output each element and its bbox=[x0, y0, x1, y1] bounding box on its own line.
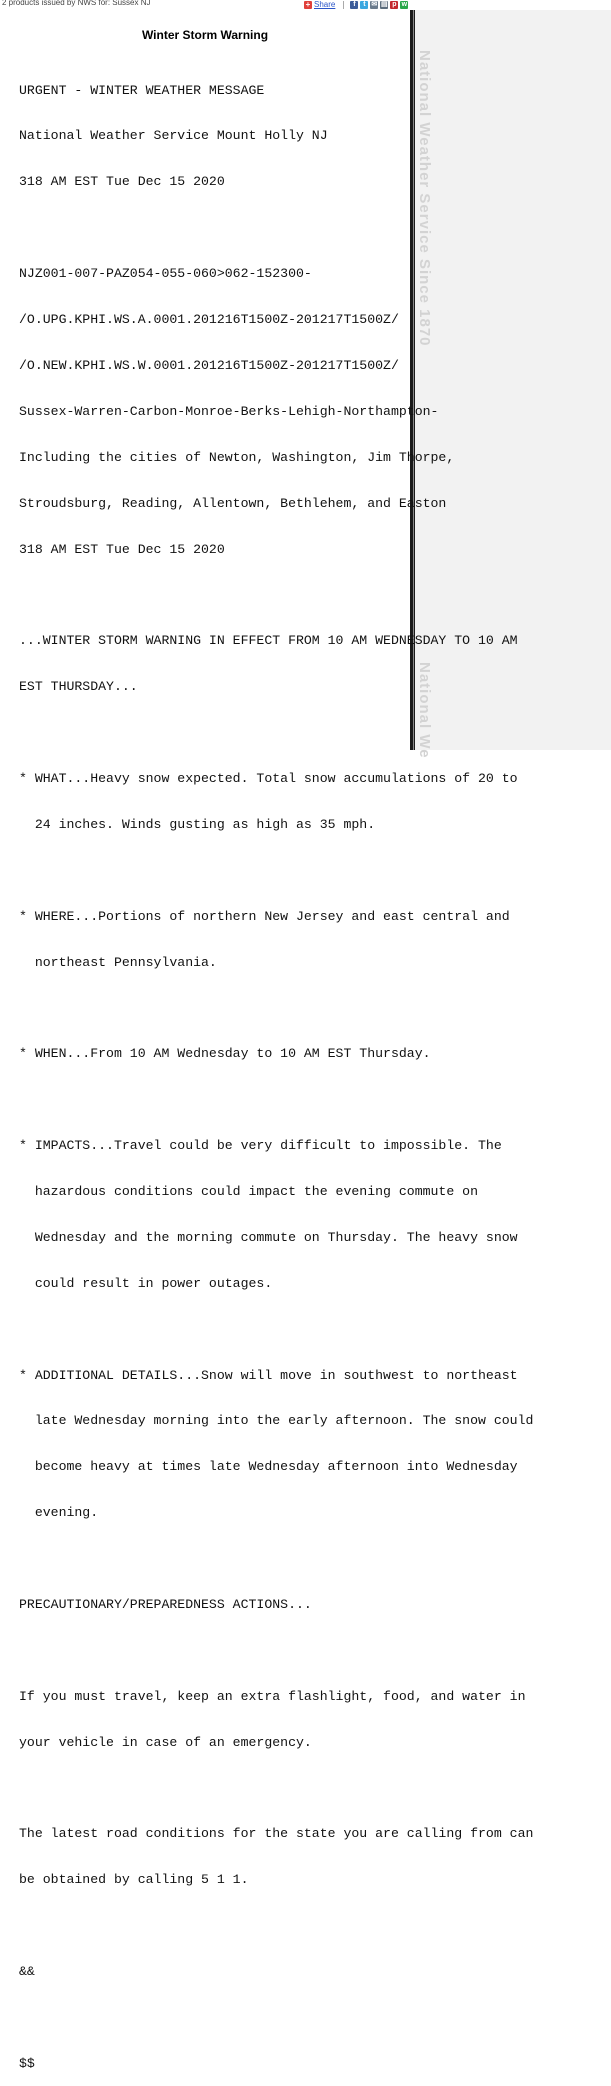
end-marker: && bbox=[19, 1964, 35, 1980]
when-line: * WHEN...From 10 AM Wednesday to 10 AM EST Thursday. bbox=[19, 1046, 431, 1062]
code-line: Including the cities of Newton, Washington, Jim Thorpe, bbox=[19, 449, 455, 465]
precautions-line: be obtained by calling 5 1 1. bbox=[19, 1872, 249, 1888]
watermark-text-repeat: National We bbox=[416, 662, 433, 759]
share-toolbar bbox=[304, 0, 408, 9]
watermark-text: National Weather Service Since 1870 bbox=[416, 50, 433, 347]
twitter-icon[interactable]: t bbox=[360, 1, 368, 9]
code-line: /O.NEW.KPHI.WS.W.0001.201216T1500Z-201217T1500Z/ bbox=[19, 357, 399, 373]
details-line: become heavy at times late Wednesday afternoon into Wednesday bbox=[19, 1459, 518, 1475]
where-line: northeast Pennsylvania. bbox=[19, 954, 217, 970]
impacts-line: could result in power outages. bbox=[19, 1275, 273, 1291]
where-line: * WHERE...Portions of northern New Jersey and east central and bbox=[19, 908, 510, 924]
code-line: 318 AM EST Tue Dec 15 2020 bbox=[19, 541, 225, 557]
impacts-line: Wednesday and the morning commute on Thursday. The heavy snow bbox=[19, 1229, 518, 1245]
email-icon[interactable]: ✉ bbox=[371, 0, 378, 8]
what-line: 24 inches. Winds gusting as high as 35 mph. bbox=[19, 816, 376, 832]
precautions-line: If you must travel, keep an extra flashlight, food, and water in bbox=[19, 1688, 526, 1704]
code-line: /O.UPG.KPHI.WS.A.0001.201216T1500Z-201217T1500Z/ bbox=[19, 312, 399, 328]
facebook-icon[interactable]: f bbox=[350, 1, 358, 9]
print-icon[interactable]: ▤ bbox=[381, 0, 388, 8]
product-title: Winter Storm Warning bbox=[141, 28, 269, 42]
whatsapp-icon[interactable]: w bbox=[401, 0, 408, 8]
precautions-line: The latest road conditions for the state you are calling from can bbox=[19, 1826, 534, 1842]
headline-line: EST THURSDAY... bbox=[19, 679, 138, 695]
details-line: * ADDITIONAL DETAILS...Snow will move in southwest to northeast bbox=[19, 1367, 518, 1383]
details-line: late Wednesday morning into the early afternoon. The snow could bbox=[19, 1413, 534, 1429]
share-plus-icon[interactable]: + bbox=[305, 0, 311, 9]
impacts-line: hazardous conditions could impact the evening commute on bbox=[19, 1183, 478, 1199]
code-line: NJZ001-007-PAZ054-055-060>062-152300- bbox=[19, 266, 312, 282]
impacts-line: * IMPACTS...Travel could be very difficult to impossible. The bbox=[19, 1138, 502, 1154]
precautions-line: your vehicle in case of an emergency. bbox=[19, 1734, 312, 1750]
end-marker: $$ bbox=[19, 2055, 35, 2071]
products-issued-text: 2 products issued by NWS for: Sussex NJ bbox=[2, 0, 151, 7]
header-line: 318 AM EST Tue Dec 15 2020 bbox=[19, 174, 225, 190]
product-text bbox=[19, 52, 533, 2086]
precautions-heading: PRECAUTIONARY/PREPAREDNESS ACTIONS... bbox=[19, 1596, 312, 1612]
details-line: evening. bbox=[19, 1505, 99, 1521]
code-line: Stroudsburg, Reading, Allentown, Bethlehem, and Easton bbox=[19, 495, 447, 511]
headline-line: ...WINTER STORM WARNING IN EFFECT FROM 10 AM WEDNESDAY TO 10 AM bbox=[19, 633, 518, 649]
share-link[interactable]: Share bbox=[314, 0, 336, 9]
share-separator bbox=[343, 1, 344, 9]
header-line: National Weather Service Mount Holly NJ bbox=[19, 128, 328, 144]
top-bar bbox=[0, 0, 611, 10]
header-line: URGENT - WINTER WEATHER MESSAGE bbox=[19, 82, 265, 98]
code-line: Sussex-Warren-Carbon-Monroe-Berks-Lehigh-Northampton- bbox=[19, 403, 439, 419]
pinterest-icon[interactable]: p bbox=[392, 0, 397, 8]
what-line: * WHAT...Heavy snow expected. Total snow accumulations of 20 to bbox=[19, 770, 518, 786]
